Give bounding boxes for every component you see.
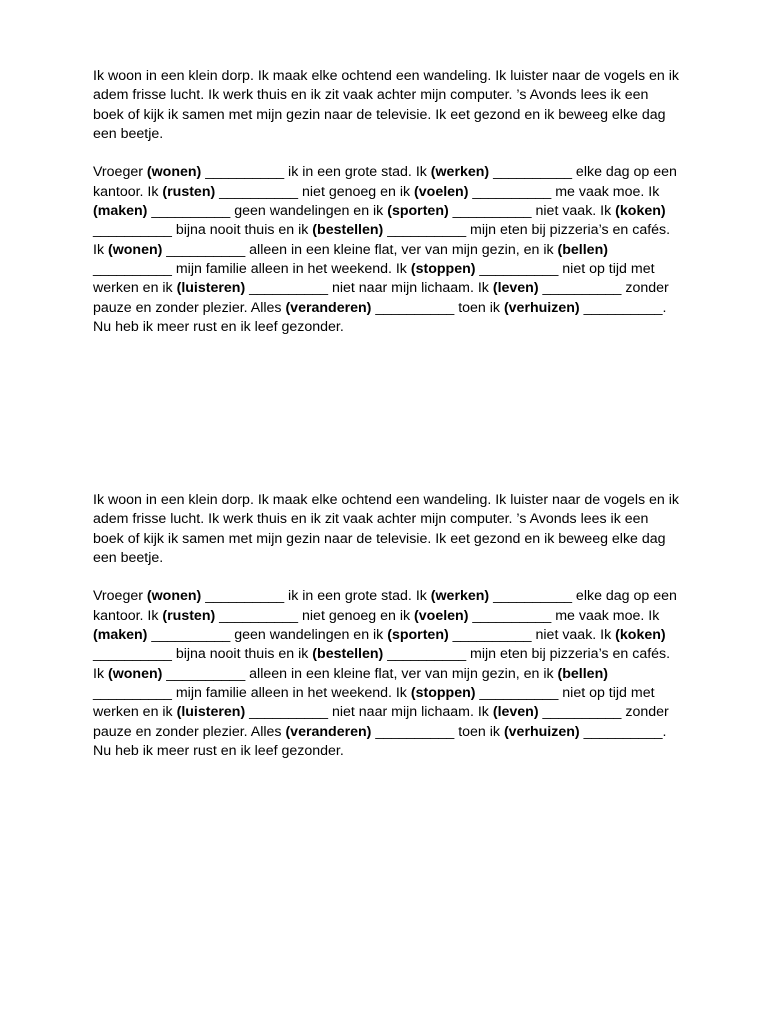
sentence-text: __________ niet op tijd met werken en ik bbox=[93, 260, 655, 297]
sentence-text: __________ alleen in een kleine flat, ver van mijn gezin, en ik bbox=[162, 241, 558, 258]
sentence-text: __________ elke dag op een kantoor. Ik bbox=[93, 164, 677, 200]
verb-prompt: (wonen) bbox=[146, 588, 202, 605]
verb-prompt: (verhuizen) bbox=[503, 299, 580, 316]
sentence-text: __________ elke dag op een kantoor. Ik bbox=[93, 588, 677, 624]
verb-prompt: (sporten) bbox=[387, 627, 449, 644]
verb-prompt: (bestellen) bbox=[312, 222, 384, 239]
sentence-text: __________ me vaak moe. Ik bbox=[468, 183, 660, 200]
sentence-text: __________ geen wandelingen en ik bbox=[147, 203, 388, 220]
sentence-text: __________ niet op tijd met werken en ik bbox=[93, 684, 655, 721]
sentence-text: __________ zonder pauze en zonder plezier. Alles bbox=[93, 704, 669, 740]
verb-prompt: (stoppen) bbox=[410, 260, 476, 277]
verb-prompt: (luisteren) bbox=[176, 704, 246, 721]
sentence-text: __________. Nu heb ik meer rust en ik leef gezonder. bbox=[93, 299, 667, 335]
verb-prompt: (stoppen) bbox=[410, 684, 476, 701]
verb-prompt: (verhuizen) bbox=[503, 723, 580, 740]
verb-prompt: (sporten) bbox=[387, 203, 449, 220]
verb-prompt: (rusten) bbox=[162, 607, 216, 624]
intro-paragraph: Ik woon in een klein dorp. Ik maak elke ochtend een wandeling. Ik luister naar de vogels en ik adem frisse lucht. Ik werk thuis en ik zit vaak achter mijn computer. ’s Avonds lees ik een boek of kijk ik samen met mijn gezin naar de televisie. Ik eet gezond en ik beweeg elke dag een beetje. bbox=[93, 492, 679, 566]
verb-prompt: (koken) bbox=[615, 203, 666, 220]
sentence-text: __________ toen ik bbox=[371, 723, 504, 740]
verb-prompt: (veranderen) bbox=[285, 299, 372, 316]
sentence-text: __________ geen wandelingen en ik bbox=[147, 627, 388, 644]
verb-prompt: (koken) bbox=[615, 627, 666, 644]
exercise-block bbox=[93, 491, 683, 761]
sentence-text: __________ ik in een grote stad. Ik bbox=[201, 588, 431, 605]
verb-prompt: (bestellen) bbox=[312, 646, 384, 663]
sentence-text: __________ niet vaak. Ik bbox=[448, 627, 616, 644]
sentence-text: __________ zonder pauze en zonder plezier. Alles bbox=[93, 280, 669, 316]
verb-prompt: (wonen) bbox=[107, 665, 163, 682]
exercise-block bbox=[93, 67, 683, 337]
verb-prompt: (wonen) bbox=[107, 241, 163, 258]
sentence-text: __________ me vaak moe. Ik bbox=[468, 607, 660, 624]
sentence-text: __________ mijn eten bij pizzeria’s en cafés. Ik bbox=[93, 222, 671, 258]
sentence-text: __________ niet vaak. Ik bbox=[448, 203, 616, 220]
sentence-text: __________ mijn familie alleen in het weekend. Ik bbox=[93, 684, 411, 701]
fill-in-paragraph bbox=[93, 587, 683, 761]
sentence-text: Vroeger bbox=[93, 588, 147, 605]
verb-prompt: (voelen) bbox=[414, 607, 469, 624]
sentence-text: __________ niet naar mijn lichaam. Ik bbox=[245, 704, 493, 721]
verb-prompt: (luisteren) bbox=[176, 280, 246, 297]
sentence-text: __________. Nu heb ik meer rust en ik leef gezonder. bbox=[93, 723, 667, 759]
verb-prompt: (bellen) bbox=[557, 241, 608, 258]
verb-prompt: (wonen) bbox=[146, 164, 202, 181]
sentence-text: Vroeger bbox=[93, 164, 147, 181]
verb-prompt: (rusten) bbox=[162, 183, 216, 200]
sentence-text: __________ bijna nooit thuis en ik bbox=[93, 222, 313, 239]
sentence-text: __________ alleen in een kleine flat, ver van mijn gezin, en ik bbox=[162, 665, 558, 682]
verb-prompt: (leven) bbox=[492, 280, 539, 297]
verb-prompt: (leven) bbox=[492, 704, 539, 721]
sentence-text: __________ toen ik bbox=[371, 299, 504, 316]
verb-prompt: (voelen) bbox=[414, 183, 469, 200]
sentence-text: __________ niet genoeg en ik bbox=[215, 607, 415, 624]
fill-in-paragraph bbox=[93, 163, 683, 337]
sentence-text: __________ niet genoeg en ik bbox=[215, 183, 415, 200]
intro-paragraph: Ik woon in een klein dorp. Ik maak elke ochtend een wandeling. Ik luister naar de vogels en ik adem frisse lucht. Ik werk thuis en ik zit vaak achter mijn computer. ’s Avonds lees ik een boek of kijk ik samen met mijn gezin naar de televisie. Ik eet gezond en ik beweeg elke dag een beetje. bbox=[93, 68, 679, 142]
verb-prompt: (bellen) bbox=[557, 665, 608, 682]
verb-prompt: (werken) bbox=[430, 588, 490, 605]
verb-prompt: (maken) bbox=[93, 627, 148, 644]
sentence-text: __________ mijn familie alleen in het weekend. Ik bbox=[93, 260, 411, 277]
sentence-text: __________ bijna nooit thuis en ik bbox=[93, 646, 313, 663]
sentence-text: __________ niet naar mijn lichaam. Ik bbox=[245, 280, 493, 297]
verb-prompt: (maken) bbox=[93, 203, 148, 220]
verb-prompt: (werken) bbox=[430, 164, 490, 181]
sentence-text: __________ mijn eten bij pizzeria’s en cafés. Ik bbox=[93, 646, 671, 682]
verb-prompt: (veranderen) bbox=[285, 723, 372, 740]
sentence-text: __________ ik in een grote stad. Ik bbox=[201, 164, 431, 181]
